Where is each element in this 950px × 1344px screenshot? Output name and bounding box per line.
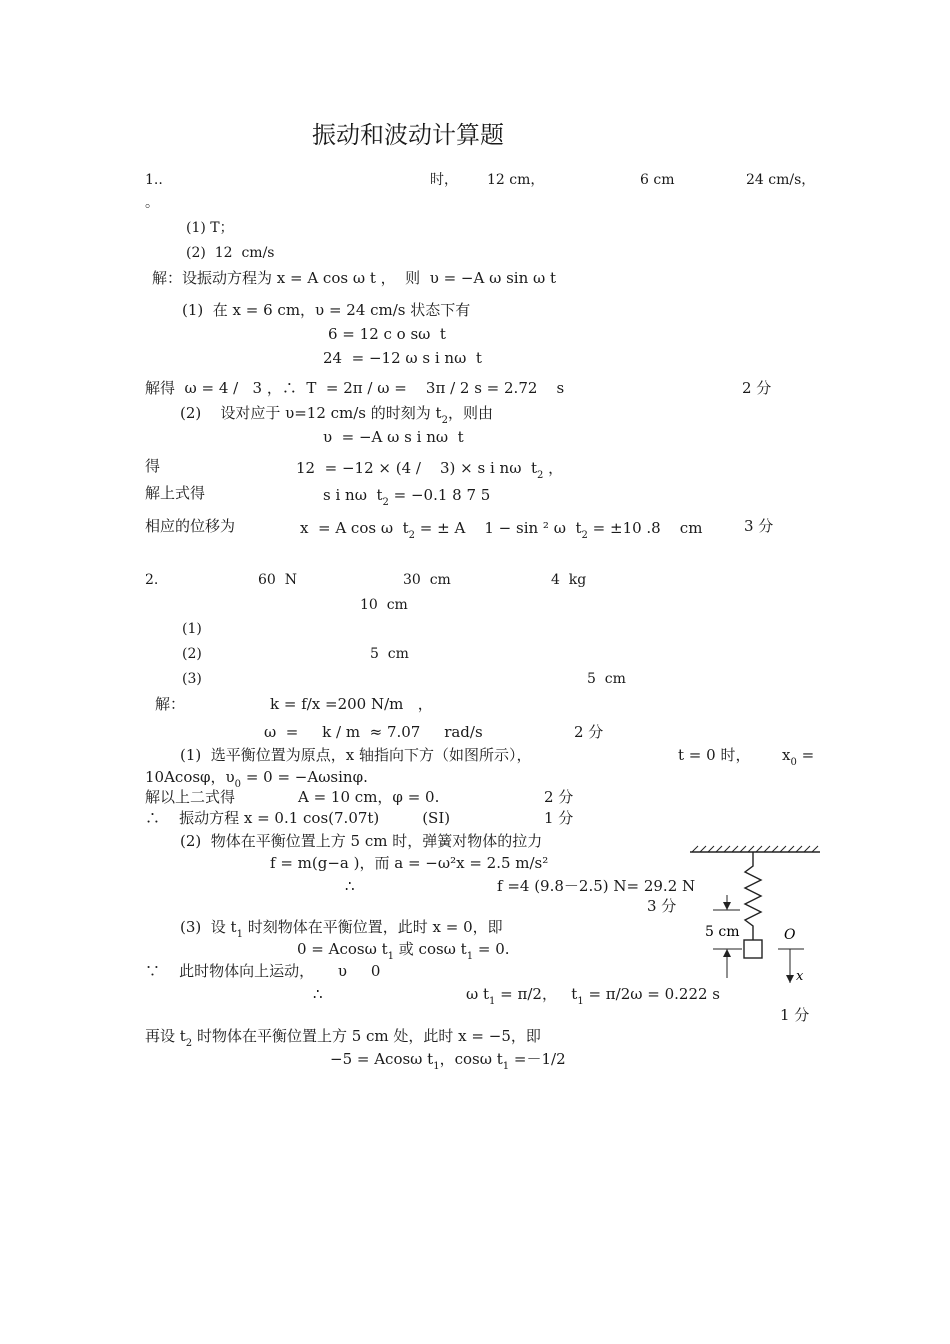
p2-question-2-val: 5 cm	[370, 646, 409, 662]
p2-part-3: (3) 设 $t_1$ 时刻物体在平衡位置，此时 x = 0，即	[180, 918, 503, 940]
p1-label: 解上式得	[145, 484, 206, 502]
p1-eq: 6 = 12 c o sω t	[328, 325, 446, 343]
p1-stem-part: 6 cm	[640, 172, 675, 188]
p1-result-T: 解得 ω = 4 / 3 ，∴ T = 2π / ω = 3π / 2 s = 2.72 s	[145, 379, 565, 397]
p2-question-2: (2)	[182, 646, 202, 662]
p1-eq: s i nω $t_2 = -0.1$ 8 7 5	[323, 486, 491, 508]
score: 2 分	[742, 379, 772, 397]
p2-eq-k: k = f/x =200 N/m ，	[270, 695, 433, 713]
p1-eq: υ = −A ω s i nω t	[323, 428, 464, 446]
p2-initial-cond: 10Acosφ，$\upsilon_0 = 0 = -A\omega\sin\varphi$.	[145, 768, 368, 790]
p1-step-2: (2) 设对应于 υ=12 cm/s 的时刻为 $t_2$，则由	[180, 404, 493, 426]
p2-eq: −5 = Acosω $t_1$，cosω $t_1 =-1/2$	[330, 1050, 566, 1072]
p2-because: ∵ 此时物体向上运动， υ 0	[145, 962, 381, 980]
p2-eq-force: f =4 (9.8－2.5) N= 29.2 N	[497, 877, 696, 895]
mass-block	[744, 940, 762, 958]
p1-question-2: (2) 12 cm/s	[186, 245, 279, 261]
therefore: ∴	[313, 985, 323, 1003]
p1-step-1: (1) 在 x = 6 cm，υ = 24 cm/s 状态下有	[182, 301, 471, 319]
p2-eq: A = 10 cm，φ = 0.	[298, 788, 440, 806]
spring	[745, 852, 761, 940]
label-O: O	[784, 927, 796, 943]
p2-part-1-t: t = 0 时，	[678, 746, 751, 764]
score: 1 分	[544, 809, 574, 827]
score: 3 分	[647, 897, 677, 915]
spring-mass-figure	[680, 840, 830, 990]
p1-eq: x = A cos ω $t_2$ = ± A 1 − sin ² ω $t_2 = \pm 10$ .8 cm	[300, 519, 703, 541]
score: 2 分	[544, 788, 574, 806]
p2-stem-num: 2.	[145, 572, 159, 588]
p2-stem-part: 30 cm	[403, 572, 451, 588]
p2-stem-part: 60 N	[258, 572, 297, 588]
p1-label: 得	[145, 457, 161, 475]
p2-label: 解以上二式得	[145, 788, 236, 806]
ceiling	[690, 846, 820, 852]
p1-stem-part: 时，	[430, 172, 458, 188]
p1-stem-part: 24 cm/s，	[746, 172, 816, 188]
label-x: x	[796, 969, 804, 984]
p1-solution-head: 解：设振动方程为 x = A cos ω t ， 则 υ = −A ω sin ω t	[152, 269, 557, 287]
score: 2 分	[574, 723, 604, 741]
therefore: ∴	[345, 877, 355, 895]
page-title: 振动和波动计算题	[312, 121, 504, 149]
p1-stem-cont: 。	[145, 195, 159, 211]
p2-eq: f = m(g−a )，而 a = −ω²x = 2.5 m/s²	[270, 854, 549, 872]
p1-stem-part: 12 cm，	[487, 172, 545, 188]
p2-stem-part: 10 cm	[360, 597, 408, 613]
p2-question-1: (1)	[182, 621, 202, 637]
p2-part-1-x0: $x_0$ =	[782, 746, 815, 768]
score: 1 分	[780, 1006, 810, 1024]
p1-eq: 24 = −12 ω s i nω t	[323, 349, 482, 367]
label-5cm: 5 cm	[705, 924, 740, 940]
p2-part-2: (2) 物体在平衡位置上方 5 cm 时，弹簧对物体的拉力	[180, 832, 543, 850]
score: 3 分	[744, 517, 774, 535]
p2-part-1: (1) 选平衡位置为原点，x 轴指向下方（如图所示），	[180, 746, 532, 764]
p2-stem-part: 4 kg	[551, 572, 587, 588]
p1-question-1: (1) T；	[186, 220, 234, 236]
p2-motion-eq: ∴ 振动方程 x = 0.1 cos(7.07t) (SI)	[145, 809, 451, 827]
p2-eq: 0 = Acosω $t_1$ 或 cosω $t_1 = 0$.	[297, 940, 510, 962]
p2-solution-head: 解：	[155, 695, 186, 713]
p1-stem-num: 1..	[145, 172, 163, 188]
p2-question-3: (3)	[182, 671, 202, 687]
p2-eq-t1: ω $t_1 = \pi/2$， $t_1 = \pi/2\omega = 0.222$ s	[466, 985, 720, 1007]
p2-eq-omega: ω = k / m ≈ 7.07 rad/s	[264, 723, 483, 741]
p1-label: 相应的位移为	[145, 517, 236, 535]
p2-question-3-val: 5 cm	[587, 671, 626, 687]
p1-eq: 12 = −12 × (4 / 3) × s i nω $t_2$ ，	[296, 459, 564, 481]
p2-part-3-cont: 再设 $t_2$ 时物体在平衡位置上方 5 cm 处，此时 x = −5，即	[145, 1027, 541, 1049]
